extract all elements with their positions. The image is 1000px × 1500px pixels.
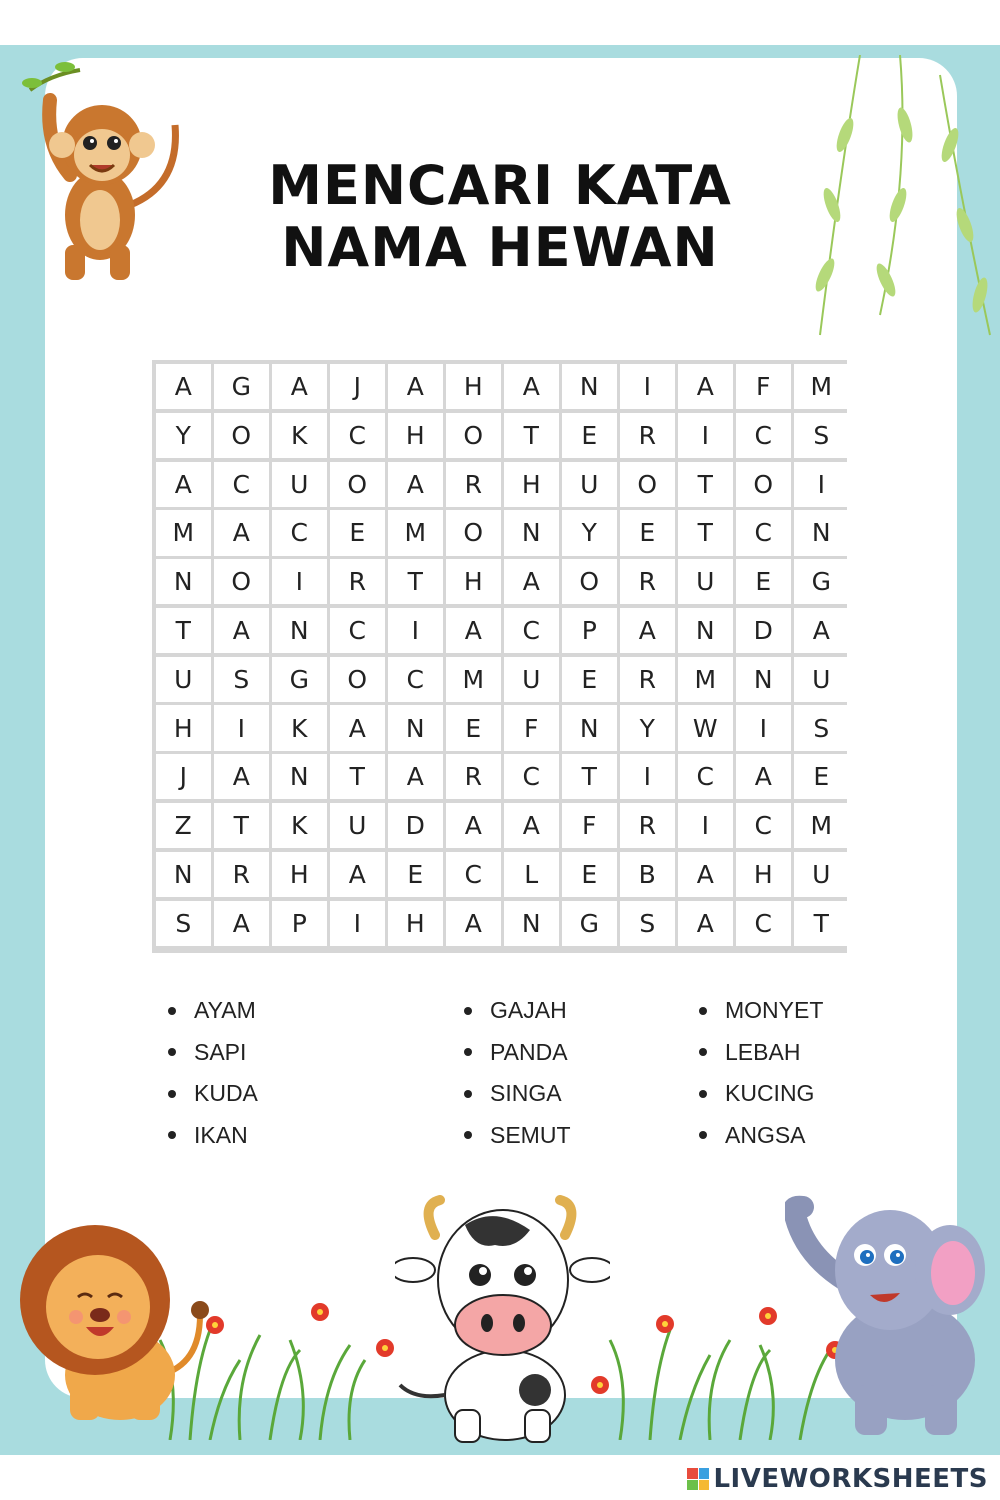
grid-cell[interactable]: C xyxy=(736,510,791,555)
grid-cell[interactable]: R xyxy=(330,559,385,604)
grid-cell[interactable]: N xyxy=(562,705,617,750)
word-item xyxy=(699,1115,823,1157)
grid-cell[interactable]: A xyxy=(504,803,559,848)
grid-cell[interactable]: I xyxy=(214,705,269,750)
logo-text: LIVEWORKSHEETS xyxy=(713,1464,988,1494)
grid-cell[interactable]: A xyxy=(504,559,559,604)
grid-cell[interactable]: T xyxy=(794,901,849,946)
grid-cell[interactable]: O xyxy=(562,559,617,604)
grid-cell[interactable]: C xyxy=(504,608,559,653)
grid-cell[interactable]: R xyxy=(446,462,501,507)
word-label: ANGSA xyxy=(725,1121,806,1148)
grid-cell[interactable]: T xyxy=(330,754,385,799)
grid-cell[interactable]: D xyxy=(388,803,443,848)
word-item xyxy=(168,990,258,1032)
word-label: KUCING xyxy=(725,1080,815,1107)
grid-cell[interactable]: I xyxy=(620,754,675,799)
grid-cell[interactable]: U xyxy=(156,657,211,702)
grid-cell[interactable]: A xyxy=(388,462,443,507)
grid-cell[interactable]: E xyxy=(446,705,501,750)
grid-cell[interactable]: A xyxy=(156,462,211,507)
grid-cell[interactable]: T xyxy=(678,510,733,555)
lion-illustration xyxy=(10,1215,210,1425)
title-line-1: MENCARI KATA xyxy=(268,154,732,217)
bullet-icon xyxy=(699,1007,707,1015)
grid-cell[interactable]: N xyxy=(156,852,211,897)
bullet-icon xyxy=(699,1048,707,1056)
grid-cell[interactable]: J xyxy=(330,364,385,409)
grid-cell[interactable]: N xyxy=(504,510,559,555)
grid-cell[interactable]: C xyxy=(736,901,791,946)
word-item xyxy=(464,1073,571,1115)
bullet-icon xyxy=(168,1007,176,1015)
grid-cell[interactable]: E xyxy=(620,510,675,555)
grid-cell[interactable]: C xyxy=(678,754,733,799)
grid-cell[interactable]: W xyxy=(678,705,733,750)
cow-illustration xyxy=(395,1195,610,1445)
grid-cell[interactable]: M xyxy=(388,510,443,555)
word-label: PANDA xyxy=(490,1038,568,1065)
grid-cell[interactable]: S xyxy=(156,901,211,946)
grid-cell[interactable]: C xyxy=(446,852,501,897)
grid-cell[interactable]: G xyxy=(794,559,849,604)
word-item xyxy=(168,1073,258,1115)
grid-cell[interactable]: N xyxy=(562,364,617,409)
grid-cell[interactable]: H xyxy=(388,413,443,458)
grid-cell[interactable]: A xyxy=(736,754,791,799)
grid-cell[interactable]: A xyxy=(388,754,443,799)
grid-cell[interactable]: Y xyxy=(620,705,675,750)
word-label: IKAN xyxy=(194,1121,248,1148)
grid-cell[interactable]: R xyxy=(446,754,501,799)
bullet-icon xyxy=(464,1131,472,1139)
grid-cell[interactable]: A xyxy=(214,754,269,799)
grid-cell[interactable]: H xyxy=(446,364,501,409)
word-list-column-1 xyxy=(168,990,258,1156)
grid-cell[interactable]: A xyxy=(678,901,733,946)
word-item xyxy=(699,1073,823,1115)
grid-cell[interactable]: F xyxy=(562,803,617,848)
word-label: GAJAH xyxy=(490,997,567,1024)
grid-cell[interactable]: U xyxy=(562,462,617,507)
grid-cell[interactable]: C xyxy=(330,413,385,458)
grid-cell[interactable]: H xyxy=(504,462,559,507)
grid-cell[interactable]: E xyxy=(388,852,443,897)
bullet-icon xyxy=(168,1048,176,1056)
grid-cell[interactable]: N xyxy=(794,510,849,555)
grid-cell[interactable]: A xyxy=(272,364,327,409)
grid-cell[interactable]: A xyxy=(330,705,385,750)
worksheet-title xyxy=(0,155,1000,279)
grid-cell[interactable]: A xyxy=(446,901,501,946)
grid-cell[interactable]: I xyxy=(272,559,327,604)
grid-cell[interactable]: Z xyxy=(156,803,211,848)
grid-cell[interactable]: A xyxy=(156,364,211,409)
bullet-icon xyxy=(168,1090,176,1098)
grid-cell[interactable]: M xyxy=(794,364,849,409)
grid-cell[interactable]: N xyxy=(156,559,211,604)
word-list xyxy=(0,990,1000,1160)
liveworksheets-logo-icon xyxy=(687,1468,709,1490)
grid-cell[interactable]: N xyxy=(736,657,791,702)
word-item xyxy=(464,1032,571,1074)
word-item xyxy=(699,1032,823,1074)
grid-cell[interactable]: J xyxy=(156,754,211,799)
grid-cell[interactable]: E xyxy=(736,559,791,604)
grid-cell[interactable]: U xyxy=(794,657,849,702)
grid-cell[interactable]: H xyxy=(736,852,791,897)
grid-cell[interactable]: N xyxy=(272,754,327,799)
word-item xyxy=(464,990,571,1032)
grid-cell[interactable]: A xyxy=(214,608,269,653)
grid-cell[interactable]: O xyxy=(214,413,269,458)
grid-cell[interactable]: Y xyxy=(562,510,617,555)
grid-cell[interactable]: M xyxy=(446,657,501,702)
grid-cell[interactable]: O xyxy=(620,462,675,507)
word-search-grid xyxy=(152,360,847,953)
bullet-icon xyxy=(168,1131,176,1139)
grid-cell[interactable]: F xyxy=(504,705,559,750)
grid-cell[interactable]: H xyxy=(446,559,501,604)
grid-cell[interactable]: T xyxy=(562,754,617,799)
grid-cell[interactable]: G xyxy=(272,657,327,702)
grid-cell[interactable]: N xyxy=(504,901,559,946)
bullet-icon xyxy=(464,1048,472,1056)
elephant-illustration xyxy=(785,1185,995,1440)
grid-cell[interactable]: M xyxy=(794,803,849,848)
grid-cell[interactable]: U xyxy=(678,559,733,604)
title-line-2: NAMA HEWAN xyxy=(281,216,719,279)
grid-cell[interactable]: R xyxy=(620,657,675,702)
word-list-column-3 xyxy=(699,990,823,1156)
grid-cell[interactable]: U xyxy=(272,462,327,507)
word-label: SAPI xyxy=(194,1038,247,1065)
grid-cell[interactable]: B xyxy=(620,852,675,897)
grid-cell[interactable]: C xyxy=(388,657,443,702)
grid-cell[interactable]: O xyxy=(330,462,385,507)
grid-cell[interactable]: L xyxy=(504,852,559,897)
grid-cell[interactable]: C xyxy=(272,510,327,555)
grid-cell[interactable]: P xyxy=(562,608,617,653)
grid-cell[interactable]: A xyxy=(620,608,675,653)
grid-cell[interactable]: K xyxy=(272,413,327,458)
grid-cell[interactable]: C xyxy=(736,803,791,848)
grid-cell[interactable]: E xyxy=(330,510,385,555)
grid-cell[interactable]: A xyxy=(678,852,733,897)
grid-cell[interactable]: K xyxy=(272,803,327,848)
grid-cell[interactable]: O xyxy=(330,657,385,702)
grid-cell[interactable]: U xyxy=(794,852,849,897)
grid-cell[interactable]: T xyxy=(156,608,211,653)
word-label: AYAM xyxy=(194,997,256,1024)
grid-cell[interactable]: I xyxy=(620,364,675,409)
word-item xyxy=(168,1115,258,1157)
word-label: SEMUT xyxy=(490,1121,571,1148)
grid-cell[interactable]: E xyxy=(794,754,849,799)
grid-cell[interactable]: R xyxy=(214,852,269,897)
grid-cell[interactable]: C xyxy=(214,462,269,507)
grid-cell[interactable]: A xyxy=(214,901,269,946)
grid-cell[interactable]: S xyxy=(620,901,675,946)
grid-cell[interactable]: I xyxy=(736,705,791,750)
bullet-icon xyxy=(464,1007,472,1015)
grid-cell[interactable]: N xyxy=(272,608,327,653)
grid-cell[interactable]: E xyxy=(562,657,617,702)
grid-cell[interactable]: A xyxy=(504,364,559,409)
grid-cell[interactable]: K xyxy=(272,705,327,750)
grid-cell[interactable]: P xyxy=(272,901,327,946)
grid-cell[interactable]: I xyxy=(388,608,443,653)
grid-cell[interactable]: A xyxy=(446,608,501,653)
word-list-column-2 xyxy=(464,990,571,1156)
bullet-icon xyxy=(699,1131,707,1139)
grid-cell[interactable]: E xyxy=(562,413,617,458)
word-label: MONYET xyxy=(725,997,824,1024)
grid-cell[interactable]: M xyxy=(678,657,733,702)
grid-cell[interactable]: S xyxy=(794,705,849,750)
grid-cell[interactable]: H xyxy=(388,901,443,946)
grid-cell[interactable]: S xyxy=(794,413,849,458)
grid-cell[interactable]: T xyxy=(388,559,443,604)
grid-cell[interactable]: R xyxy=(620,803,675,848)
grid-cell[interactable]: A xyxy=(388,364,443,409)
word-label: KUDA xyxy=(194,1080,258,1107)
grid-cell[interactable]: C xyxy=(330,608,385,653)
grid-cell[interactable]: A xyxy=(330,852,385,897)
grid-cell[interactable]: I xyxy=(678,803,733,848)
grid-cell[interactable]: Y xyxy=(156,413,211,458)
word-label: LEBAH xyxy=(725,1038,801,1065)
grid-cell[interactable]: U xyxy=(330,803,385,848)
grid-cell[interactable]: A xyxy=(678,364,733,409)
liveworksheets-logo xyxy=(687,1464,988,1494)
grid-cell[interactable]: R xyxy=(620,559,675,604)
word-item xyxy=(699,990,823,1032)
grid-cell[interactable]: O xyxy=(446,413,501,458)
grid-cell[interactable]: O xyxy=(736,462,791,507)
grid-cell[interactable]: I xyxy=(330,901,385,946)
grid-cell[interactable]: I xyxy=(794,462,849,507)
grid-cell[interactable]: H xyxy=(272,852,327,897)
grid-cell[interactable]: G xyxy=(562,901,617,946)
grid-cell[interactable]: D xyxy=(736,608,791,653)
grid-cell[interactable]: F xyxy=(736,364,791,409)
grid-cell[interactable]: N xyxy=(388,705,443,750)
grid-cell[interactable]: E xyxy=(562,852,617,897)
grid-cell[interactable]: G xyxy=(214,364,269,409)
word-item xyxy=(464,1115,571,1157)
grid-cell[interactable]: T xyxy=(214,803,269,848)
grid-cell[interactable]: C xyxy=(504,754,559,799)
grid-cell[interactable]: I xyxy=(678,413,733,458)
grid-cell[interactable]: T xyxy=(678,462,733,507)
bullet-icon xyxy=(464,1090,472,1098)
grid-cell[interactable]: T xyxy=(504,413,559,458)
grid-cell[interactable]: M xyxy=(156,510,211,555)
grid-cell[interactable]: R xyxy=(620,413,675,458)
grid-cell[interactable]: A xyxy=(214,510,269,555)
grid-cell[interactable]: N xyxy=(678,608,733,653)
grid-cell[interactable]: O xyxy=(446,510,501,555)
grid-cell[interactable]: A xyxy=(794,608,849,653)
word-search-cells xyxy=(156,364,849,946)
grid-cell[interactable]: H xyxy=(156,705,211,750)
grid-cell[interactable]: C xyxy=(736,413,791,458)
grid-cell[interactable]: U xyxy=(504,657,559,702)
grid-cell[interactable]: O xyxy=(214,559,269,604)
word-item xyxy=(168,1032,258,1074)
word-label: SINGA xyxy=(490,1080,562,1107)
bullet-icon xyxy=(699,1090,707,1098)
grid-cell[interactable]: S xyxy=(214,657,269,702)
grid-cell[interactable]: A xyxy=(446,803,501,848)
